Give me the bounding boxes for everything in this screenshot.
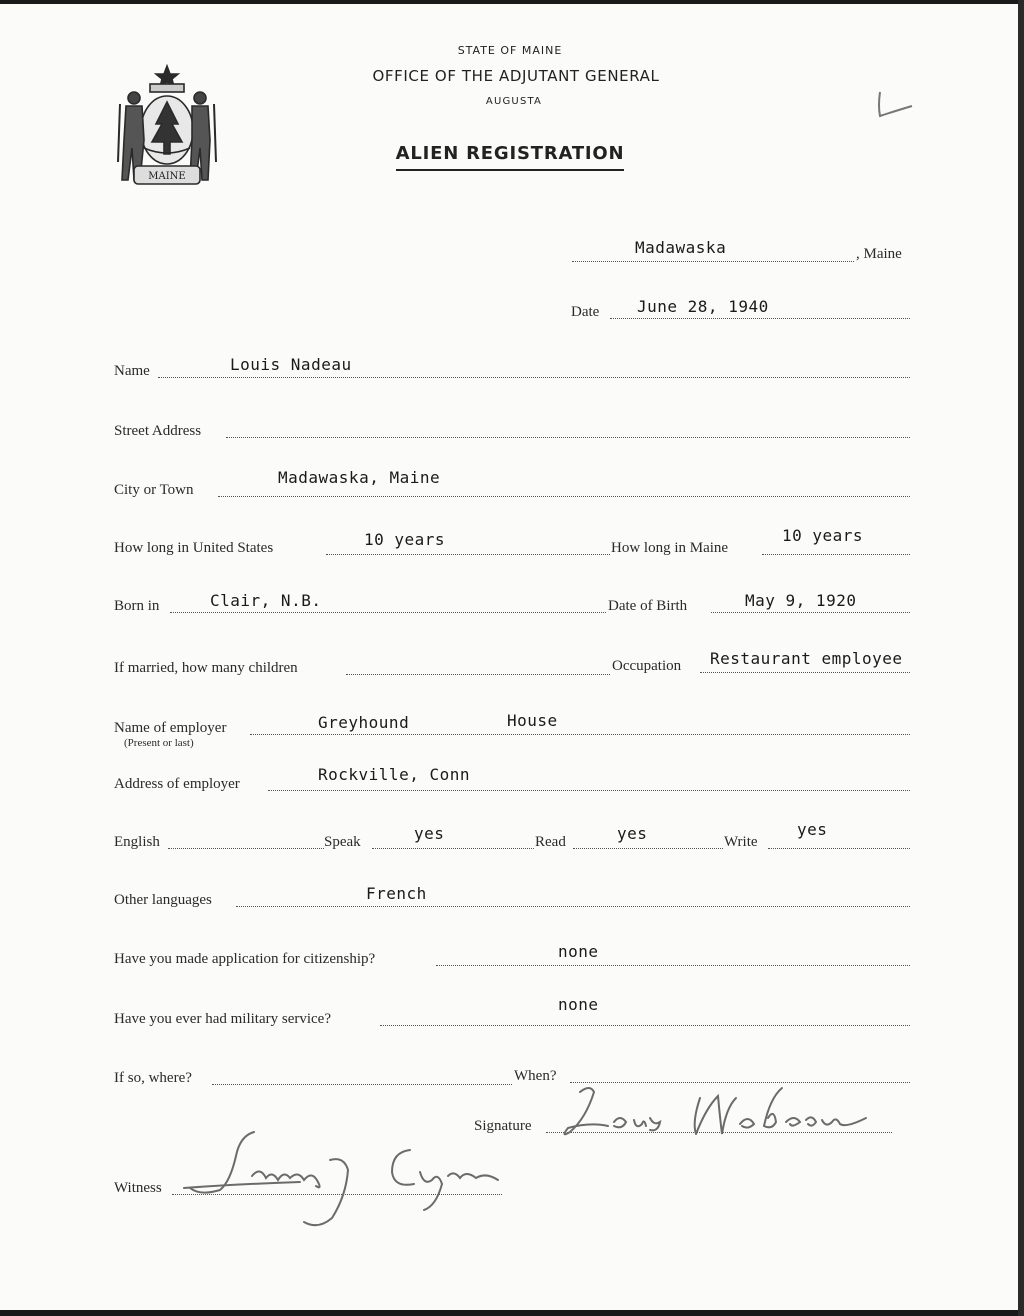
- name-line: [158, 377, 910, 378]
- employer-line: [250, 734, 910, 735]
- read-line: [573, 848, 723, 849]
- occupation-line: [700, 672, 910, 673]
- write-line: [768, 848, 910, 849]
- military-value: none: [558, 995, 599, 1014]
- write-value: yes: [797, 820, 828, 839]
- children-line: [346, 674, 610, 675]
- street-label: Street Address: [114, 423, 202, 439]
- header-city: AUGUSTA: [485, 96, 543, 107]
- signature-label: Signature: [474, 1118, 532, 1134]
- city-label: City or Town: [114, 482, 194, 498]
- other-languages-value: French: [366, 884, 427, 903]
- employer-address-label: Address of employer: [114, 776, 240, 792]
- born-in-value: Clair, N.B.: [210, 591, 322, 610]
- military-line: [380, 1025, 910, 1026]
- form-title-text: ALIEN REGISTRATION: [396, 143, 625, 171]
- employer-address-value: Rockville, Conn: [318, 765, 470, 784]
- state-suffix-label: , Maine: [856, 246, 902, 262]
- how-long-us-value: 10 years: [364, 530, 446, 549]
- street-line: [226, 437, 910, 438]
- date-label: Date: [571, 304, 600, 320]
- header-office: OFFICE OF THE ADJUTANT GENERAL: [372, 67, 660, 85]
- employer-label: Name of employer: [114, 720, 227, 736]
- how-long-us-line: [326, 554, 610, 555]
- occupation-label: Occupation: [612, 658, 682, 674]
- employer-value-2: House: [507, 711, 558, 730]
- born-in-line: [170, 612, 606, 613]
- how-long-us-label: How long in United States: [114, 540, 274, 556]
- town-value: Madawaska: [635, 238, 727, 257]
- citizenship-value: none: [558, 942, 599, 961]
- date-line: [610, 318, 910, 319]
- witness-label: Witness: [114, 1180, 162, 1196]
- other-languages-label: Other languages: [114, 892, 212, 908]
- occupation-value: Restaurant employee: [710, 649, 903, 668]
- speak-label: Speak: [324, 834, 361, 850]
- english-label: English: [114, 834, 160, 850]
- applicant-signature: [550, 1078, 890, 1153]
- where-line: [212, 1084, 512, 1085]
- form-title: [0, 143, 1022, 164]
- dob-label: Date of Birth: [608, 598, 688, 614]
- checkmark-icon: [872, 86, 922, 131]
- citizenship-label: Have you made application for citizenship?: [114, 951, 376, 967]
- name-label: Name: [114, 363, 150, 379]
- citizenship-line: [436, 965, 910, 966]
- military-label: Have you ever had military service?: [114, 1011, 331, 1027]
- employer-address-line: [268, 790, 910, 791]
- write-label: Write: [724, 834, 758, 850]
- speak-value: yes: [414, 824, 445, 843]
- town-line: [572, 261, 854, 262]
- how-long-maine-label: How long in Maine: [611, 540, 729, 556]
- speak-line: [372, 848, 534, 849]
- employer-value-1: Greyhound: [318, 713, 410, 732]
- read-label: Read: [535, 834, 566, 850]
- name-value: Louis Nadeau: [230, 355, 352, 374]
- read-value: yes: [617, 824, 648, 843]
- employer-note: (Present or last): [124, 737, 194, 749]
- svg-text:MAINE: MAINE: [148, 171, 186, 182]
- dob-line: [711, 612, 910, 613]
- how-long-maine-line: [762, 554, 910, 555]
- city-value: Madawaska, Maine: [278, 468, 441, 487]
- city-line: [218, 496, 910, 497]
- when-label: When?: [514, 1068, 557, 1084]
- witness-signature: [180, 1126, 520, 1241]
- children-label: If married, how many children: [114, 660, 298, 676]
- header-state: STATE OF MAINE: [457, 44, 563, 57]
- english-line: [168, 848, 324, 849]
- scan-edge: [1018, 0, 1024, 1316]
- born-in-label: Born in: [114, 598, 160, 614]
- where-label: If so, where?: [114, 1070, 192, 1086]
- other-languages-line: [236, 906, 910, 907]
- date-value: June 28, 1940: [637, 297, 769, 316]
- dob-value: May 9, 1920: [745, 591, 857, 610]
- how-long-maine-value: 10 years: [782, 526, 864, 545]
